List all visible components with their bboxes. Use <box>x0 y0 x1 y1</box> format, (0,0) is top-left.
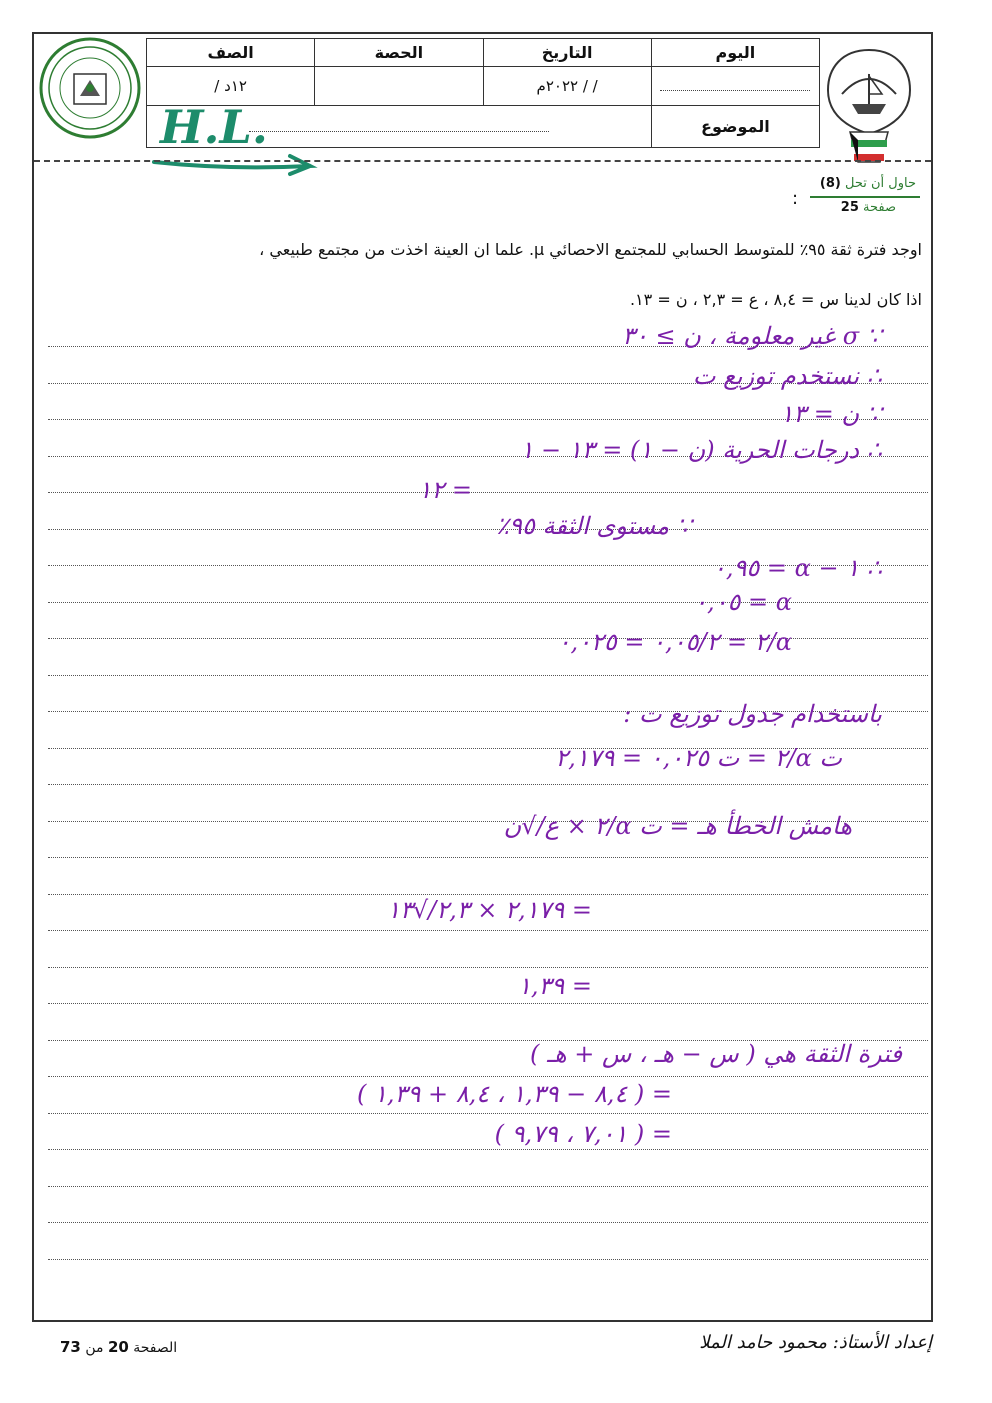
page-label: الصفحة <box>133 1340 178 1356</box>
class-header: الصف <box>147 39 315 67</box>
ruled-line <box>48 894 928 895</box>
solution-line: فترة الثقة هي ( س − هـ ، س + هـ ) <box>530 1040 902 1068</box>
day-value <box>651 66 819 106</box>
ruled-line <box>48 857 928 858</box>
try-page-label: صفحة <box>863 200 896 215</box>
day-header: اليوم <box>651 39 819 67</box>
header-divider <box>34 160 931 162</box>
school-logo-icon <box>38 36 142 140</box>
solution-line: = ٢,١٧٩ × ٢,٣/√١٣ <box>387 896 592 924</box>
subject-header: الموضوع <box>651 106 819 148</box>
solution-line: ∴ نستخدم توزيع ت <box>692 362 882 390</box>
try-label: حاول أن تحل <box>845 176 916 191</box>
ruled-line <box>48 1076 928 1077</box>
solution-line: باستخدام جدول توزيع ت : <box>623 700 882 728</box>
ruled-line <box>48 1222 928 1223</box>
solution-line: ∴ ١ − α = ٠,٩٥ <box>712 554 882 582</box>
ruled-line <box>48 1186 928 1187</box>
page-current: 20 <box>107 1338 129 1356</box>
page-frame <box>32 32 933 1322</box>
ruled-line <box>48 967 928 968</box>
ruled-line <box>48 1003 928 1004</box>
solution-line: هامش الخطأ هـ = ت α/٢ × ع/√ن <box>503 812 852 840</box>
ruled-line <box>48 602 928 603</box>
ruled-line <box>48 1149 928 1150</box>
ruled-line <box>48 784 928 785</box>
ruled-line <box>48 1113 928 1114</box>
solution-line: = ( ٨,٤ − ١,٣٩ ، ٨,٤ + ١,٣٩ ) <box>357 1080 672 1108</box>
period-value <box>315 66 483 106</box>
try-number: (8) <box>819 176 841 191</box>
solution-line: ت α/٢ = ت ٠,٠٢٥ = ٢,١٧٩ <box>555 744 842 772</box>
solution-line: ∵ σ غير معلومة ، ن ≥ ٣٠ <box>622 322 882 350</box>
author-credit: إعداد الأستاذ: محمود حامد الملا <box>699 1332 932 1353</box>
solution-line: = ١,٣٩ <box>517 972 592 1000</box>
ruled-line <box>48 675 928 676</box>
class-value: ١٢د / <box>147 66 315 106</box>
try-box: حاول أن تحل (8) صفحة 25 : <box>800 176 922 224</box>
solution-line: ∵ مستوى الثقة ٩٥٪ <box>496 512 692 540</box>
solution-line: ∵ ن = ١٣ <box>780 400 882 428</box>
try-page-number: 25 <box>840 200 859 215</box>
ruled-line <box>48 638 928 639</box>
solution-line: α/٢ = ٠,٠٥/٢ = ٠,٠٢٥ <box>557 628 792 656</box>
ruled-line <box>48 930 928 931</box>
annotation-initials: H.L. <box>160 100 268 154</box>
ruled-line <box>48 1259 928 1260</box>
kuwait-emblem-icon <box>822 44 916 164</box>
solution-line: ∴ درجات الحرية (ن − ١) = ١٣ − ١ <box>520 436 882 464</box>
question-line-2: اذا كان لدينا س = ٨,٤ ، ع = ٢,٣ ، ن = ١٣. <box>629 290 922 309</box>
question-line-1: اوجد فترة ثقة ٩٥٪ للمتوسط الحسابي للمجتمع الاحصائي µ. علما ان العينة اخذت من مجتمع طبيعي ، <box>259 240 922 259</box>
ruled-line <box>48 529 928 530</box>
date-value: / / ٢٠٢٢م <box>483 66 651 106</box>
solution-line: = ١٢ <box>418 476 472 504</box>
initials-underline <box>150 148 320 178</box>
date-header: التاريخ <box>483 39 651 67</box>
page-counter <box>60 1338 177 1356</box>
page-of: من <box>85 1340 104 1356</box>
solution-line: = ( ٧,٠١ ، ٩,٧٩ ) <box>494 1120 672 1148</box>
ruled-line <box>48 492 928 493</box>
period-header: الحصة <box>315 39 483 67</box>
page-total: 73 <box>60 1338 81 1356</box>
solution-line: α = ٠,٠٥ <box>694 588 792 616</box>
